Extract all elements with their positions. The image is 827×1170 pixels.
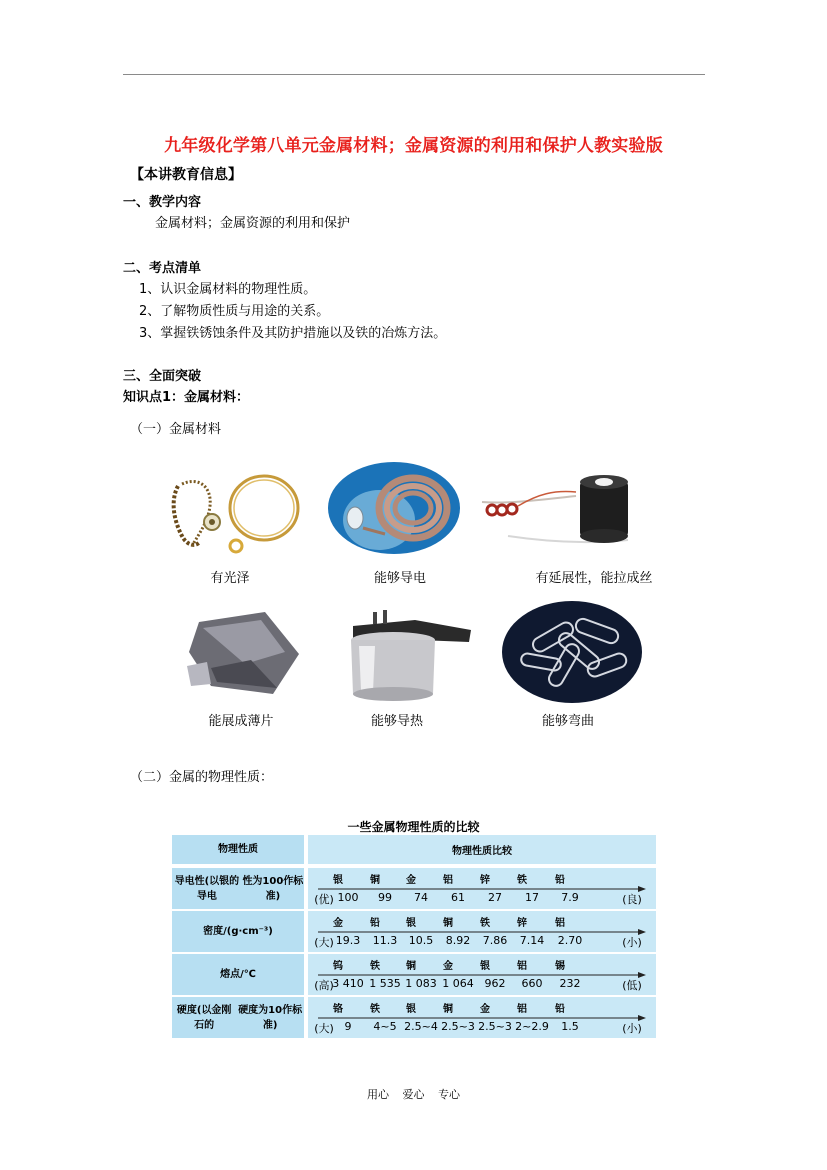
metal-name: 钨 [333, 961, 343, 972]
property-value: 7.86 [482, 934, 508, 947]
property-value: 1.5 [561, 1020, 579, 1033]
property-value: 99 [378, 891, 392, 904]
property-value: 3 410 [332, 977, 364, 990]
subsection-physical-properties: （二）金属的物理性质： [130, 770, 274, 785]
jewelry-photo [160, 466, 310, 558]
paper-clips-photo [501, 600, 643, 704]
ordering-arrow [318, 971, 648, 979]
property-value: 962 [484, 977, 506, 990]
scale-end-label: (优) [314, 893, 334, 906]
section2-heading: 二、考点清单 [123, 261, 202, 276]
property-value: 7.14 [519, 934, 545, 947]
header-rule [123, 74, 705, 75]
metal-name: 铅 [555, 875, 565, 886]
property-value: 10.5 [408, 934, 434, 947]
metal-name: 铝 [555, 918, 565, 929]
wire-coil-photo [327, 460, 461, 556]
section3-heading: 三、全面突破 [123, 369, 202, 384]
metal-properties-table [172, 835, 656, 1040]
property-label: 导电性(以银的导电 性为100作标准) [172, 868, 304, 909]
property-value: 660 [521, 977, 543, 990]
metal-name: 锌 [480, 875, 490, 886]
photo-caption: 能展成薄片 [208, 714, 274, 729]
property-label: 熔点/℃ [172, 954, 304, 995]
property-value: 100 [337, 891, 359, 904]
metal-name: 锌 [517, 918, 527, 929]
property-value: 232 [559, 977, 581, 990]
metal-name: 金 [480, 1004, 490, 1015]
metal-name: 银 [333, 875, 343, 886]
property-value: 4~5 [373, 1020, 397, 1033]
metal-name: 铜 [406, 961, 416, 972]
info-heading: 【本讲教育信息】 [130, 167, 242, 183]
property-value: 2.5~4 [404, 1020, 438, 1033]
property-value: 2~2.9 [515, 1020, 549, 1033]
property-label: 密度/(g·cm⁻³) [172, 911, 304, 952]
property-label: 硬度(以金刚石的 硬度为10作标准) [172, 997, 304, 1038]
property-value: 17 [525, 891, 539, 904]
metal-name: 铜 [443, 918, 453, 929]
property-value: 61 [451, 891, 465, 904]
page-footer: 用心 爱心 专心 [367, 1088, 460, 1101]
photo-caption: 有光泽 [210, 571, 250, 586]
metal-name: 铜 [370, 875, 380, 886]
section1-heading: 一、教学内容 [123, 195, 202, 210]
scale-end-label: (高) [314, 979, 334, 992]
metal-name: 金 [333, 918, 343, 929]
scale-end-label: (大) [314, 1022, 334, 1035]
metal-foil-photo [181, 608, 305, 696]
scale-end-label: (良) [622, 893, 642, 906]
property-value: 1 064 [442, 977, 474, 990]
photo-caption: 有延展性，能拉成丝 [535, 571, 653, 586]
metal-name: 铁 [370, 961, 380, 972]
metal-name: 铁 [480, 918, 490, 929]
wire-spool-photo [478, 470, 638, 552]
ordering-arrow [318, 885, 648, 893]
property-value: 9 [344, 1020, 352, 1033]
metal-name: 银 [480, 961, 490, 972]
table-header-right: 物理性质比较 [308, 835, 656, 864]
photo-caption: 能够导热 [370, 714, 424, 729]
property-value: 74 [414, 891, 428, 904]
property-value: 8.92 [445, 934, 471, 947]
list-item: 3、掌握铁锈蚀条件及其防护措施以及铁的冶炼方法。 [139, 326, 447, 341]
list-item: 1、认识金属材料的物理性质。 [139, 282, 317, 297]
metal-name: 铅 [555, 1004, 565, 1015]
property-value: 2.5~3 [478, 1020, 512, 1033]
metal-name: 铝 [517, 961, 527, 972]
photo-caption: 能够弯曲 [541, 714, 595, 729]
metal-name: 金 [443, 961, 453, 972]
metal-name: 银 [406, 918, 416, 929]
list-item: 2、了解物质性质与用途的关系。 [139, 304, 330, 319]
metal-name: 锡 [555, 961, 565, 972]
property-value: 2.5~3 [441, 1020, 475, 1033]
table-title: 一些金属物理性质的比较 [347, 820, 480, 834]
pressure-cooker-photo [339, 606, 475, 704]
metal-name: 铜 [443, 1004, 453, 1015]
scale-end-label: (小) [622, 1022, 642, 1035]
property-value: 2.70 [557, 934, 583, 947]
table-header-left: 物理性质 [172, 835, 304, 864]
knowledge-point-heading: 知识点1：金属材料： [123, 390, 250, 405]
page-title: 九年级化学第八单元金属材料；金属资源的利用和保护人教实验版 [164, 136, 663, 156]
property-value: 19.3 [335, 934, 361, 947]
metal-name: 铬 [333, 1004, 343, 1015]
photo-caption: 能够导电 [373, 571, 427, 586]
scale-end-label: (大) [314, 936, 334, 949]
property-value: 1 535 [369, 977, 401, 990]
metal-name: 银 [406, 1004, 416, 1015]
metal-name: 铅 [370, 918, 380, 929]
property-value: 11.3 [372, 934, 398, 947]
metal-name: 铁 [517, 875, 527, 886]
scale-end-label: (低) [622, 979, 642, 992]
property-value: 27 [488, 891, 502, 904]
property-value: 1 083 [405, 977, 437, 990]
metal-name: 铝 [443, 875, 453, 886]
metal-name: 金 [406, 875, 416, 886]
scale-end-label: (小) [622, 936, 642, 949]
metal-name: 铝 [517, 1004, 527, 1015]
property-value: 7.9 [561, 891, 579, 904]
section1-content: 金属材料；金属资源的利用和保护 [155, 216, 351, 231]
metal-name: 铁 [370, 1004, 380, 1015]
subsection-metal-materials: （一）金属材料 [130, 422, 222, 437]
